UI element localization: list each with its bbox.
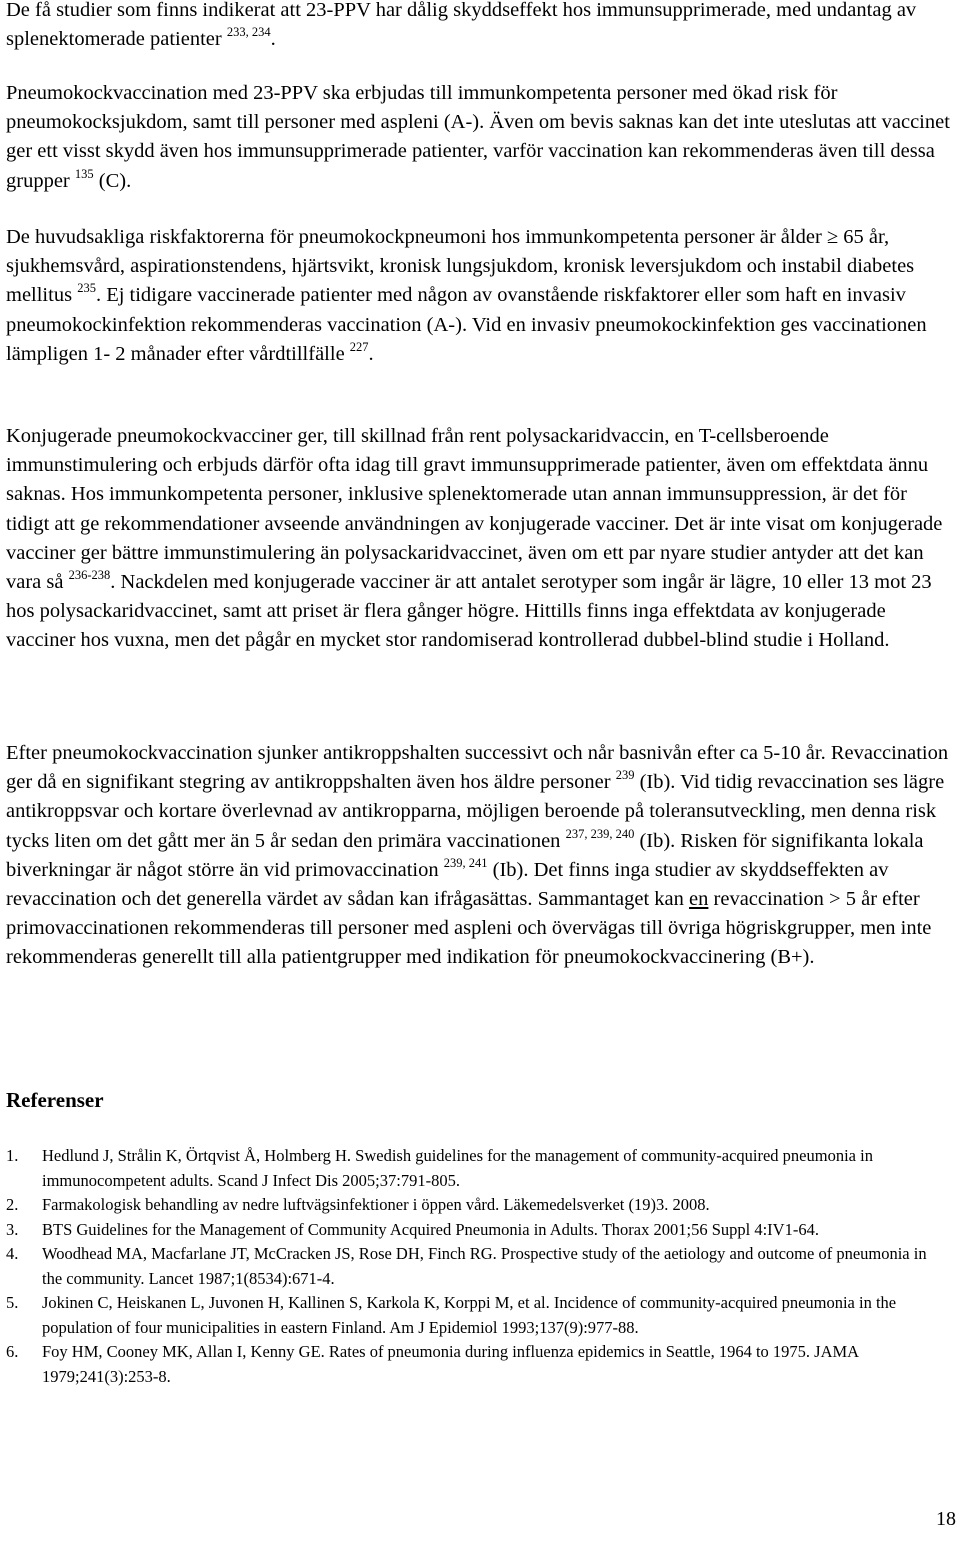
paragraph-5 [6, 739, 950, 973]
paragraph-text: Konjugerade pneumokockvacciner ger, till skillnad från rent polysackaridvaccin, en T-cellsberoende immunstimulering och erbjuds därför ofta idag till gravt immunsupprimerade patienter, även om effektdata ännu saknas. Hos immunkompetenta personer, inklusive splenektomerade utan annan immunsuppression, är det för tidigt att ge rekommendationer avseende användningen av konjugerade vacciner. Det är inte visat om konjugerade vacciner ger bättre immunstimulering än polysackaridvaccinet, även om ett par nyare studier antyder att det kan vara så [6, 425, 943, 594]
reference-item [6, 1193, 950, 1218]
paragraph-text: (Ib). Vid tidig revaccination ses lägre antikroppsvar och kortare överlevnad av antikropparna, möjligen beroende på toleransutveckling, men denna risk tycks liten om det gått mer än 5 år sedan den primära vaccinationen [6, 771, 945, 852]
reference-list [6, 1144, 950, 1389]
paragraph-text: Pneumokockvaccination med 23-PPV ska erbjudas till immunkompetenta personer med ökad risk för pneumokocksjukdom, samt till personer med aspleni (A-). Även om bevis saknas kan det inte uteslutas att vaccinet ger ett visst skydd även hos immunsupprimerade patienter, varför vaccination kan rekommenderas även till dessa grupper [6, 82, 950, 192]
paragraph-text: . Ej tidigare vaccinerade patienter med någon av ovanstående riskfaktorer eller som haft en invasiv pneumokockinfektion rekommenderas vaccination (A-). Vid en invasiv pneumokockinfektion ges vaccinationen lämpligen 1- 2 månader efter vårdtillfälle [6, 284, 927, 365]
reference-text: Foy HM, Cooney MK, Allan I, Kenny GE. Rates of pneumonia during influenza epidemics in Seattle, 1964 to 1975. JAMA 1979;241(3):253-8. [42, 1342, 859, 1386]
paragraph-text: . [368, 342, 374, 365]
citation-superscript: 227 [349, 339, 369, 354]
paragraph-text: . Nackdelen med konjugerade vacciner är att antalet serotyper som ingår är lägre, 10 eller 13 mot 23 hos polysackaridvaccinet, samt att priset är flera gånger högre. Hittills finns inga effektdata av konjugerade vacciner hos vuxna, men det pågår en mycket stor randomiserad kontrollerad dubbel-blind studie i Holland. [6, 571, 932, 652]
paragraph-3 [6, 223, 950, 369]
reference-text: Jokinen C, Heiskanen L, Juvonen H, Kallinen S, Karkola K, Korppi M, et al. Incidence of community-acquired pneumonia in the population of four municipalities in eastern Finland. Am J Epidemiol 1993;137(9):977-88. [42, 1293, 897, 1337]
paragraph-text: Efter pneumokockvaccination sjunker antikroppshalten successivt och når basnivån efter ca 5-10 år. Revaccination ger då en signifikant stegring av antikroppshalten även hos äldre personer [6, 742, 949, 794]
paragraph-text: (Ib). Risken för signifikanta lokala biverkningar är något större än vid primovaccination [6, 829, 924, 881]
paragraph-text: (C). [93, 169, 132, 192]
reference-item [6, 1242, 950, 1291]
page-number: 18 [936, 1508, 956, 1530]
paragraph-4 [6, 422, 950, 656]
reference-text: Farmakologisk behandling av nedre luftvägsinfektioner i öppen vård. Läkemedelsverket (19)3. 2008. [42, 1195, 710, 1214]
reference-number: 1. [6, 1146, 19, 1165]
paragraph-text: revaccination > 5 år efter primovaccinationen rekommenderas till personer med aspleni och övervägas till övriga högriskgrupper, men inte rekommenderas generellt till alla patientgrupper med indikation för pneumokockvaccinering (B+). [6, 888, 932, 969]
reference-number: 2. [6, 1195, 19, 1214]
reference-item [6, 1218, 950, 1243]
reference-text: Woodhead MA, Macfarlane JT, McCracken JS, Rose DH, Finch RG. Prospective study of the aetiology and outcome of pneumonia in the community. Lancet 1987;1(8534):671-4. [42, 1244, 927, 1288]
paragraph-text: De få studier som finns indikerat att 23-PPV har dålig skyddseffekt hos immunsupprimerade, med undantag av splenektomerade patienter [6, 0, 917, 51]
citation-superscript: 135 [74, 166, 94, 181]
paragraph-2 [6, 79, 950, 196]
paragraph-text: De huvudsakliga riskfaktorerna för pneumokockpneumoni hos immunkompetenta personer är ålder ≥ 65 år, sjukhemsvård, aspirationstendens, hjärtsvikt, kronisk lungsjukdom, kronisk leversjukdom och instabil diabetes mellitus [6, 226, 915, 307]
citation-superscript: 239, 241 [443, 855, 488, 870]
reference-number: 4. [6, 1244, 19, 1263]
reference-item [6, 1291, 950, 1340]
citation-superscript: 239 [615, 768, 635, 783]
citation-superscript: 233, 234 [226, 25, 271, 40]
reference-number: 3. [6, 1219, 19, 1239]
citation-superscript: 236-238 [68, 568, 111, 583]
paragraph-text: . [270, 28, 276, 51]
reference-number: 6. [6, 1342, 19, 1361]
reference-text: Hedlund J, Strålin K, Örtqvist Å, Holmberg H. Swedish guidelines for the management of community-acquired pneumonia in immunocompetent adults. Scand J Infect Dis 2005;37:791-805. [42, 1146, 873, 1190]
references-heading: Referenser [6, 1088, 104, 1112]
citation-superscript: 237, 239, 240 [565, 826, 635, 841]
paragraph-1 [6, 0, 950, 54]
paragraph-text: (Ib). Det finns inga studier av skyddseffekten av revaccination och det generella värdet av sådan kan ifrågasättas. Sammantaget kan [6, 858, 889, 911]
underlined-word: en [689, 888, 709, 911]
reference-number: 5. [6, 1293, 19, 1312]
reference-item [6, 1340, 950, 1389]
reference-text: BTS Guidelines for the Management of Community Acquired Pneumonia in Adults. Thorax 2001;56 Suppl 4:IV1-64. [42, 1219, 819, 1239]
citation-superscript: 235 [77, 281, 96, 296]
reference-item [6, 1144, 950, 1193]
